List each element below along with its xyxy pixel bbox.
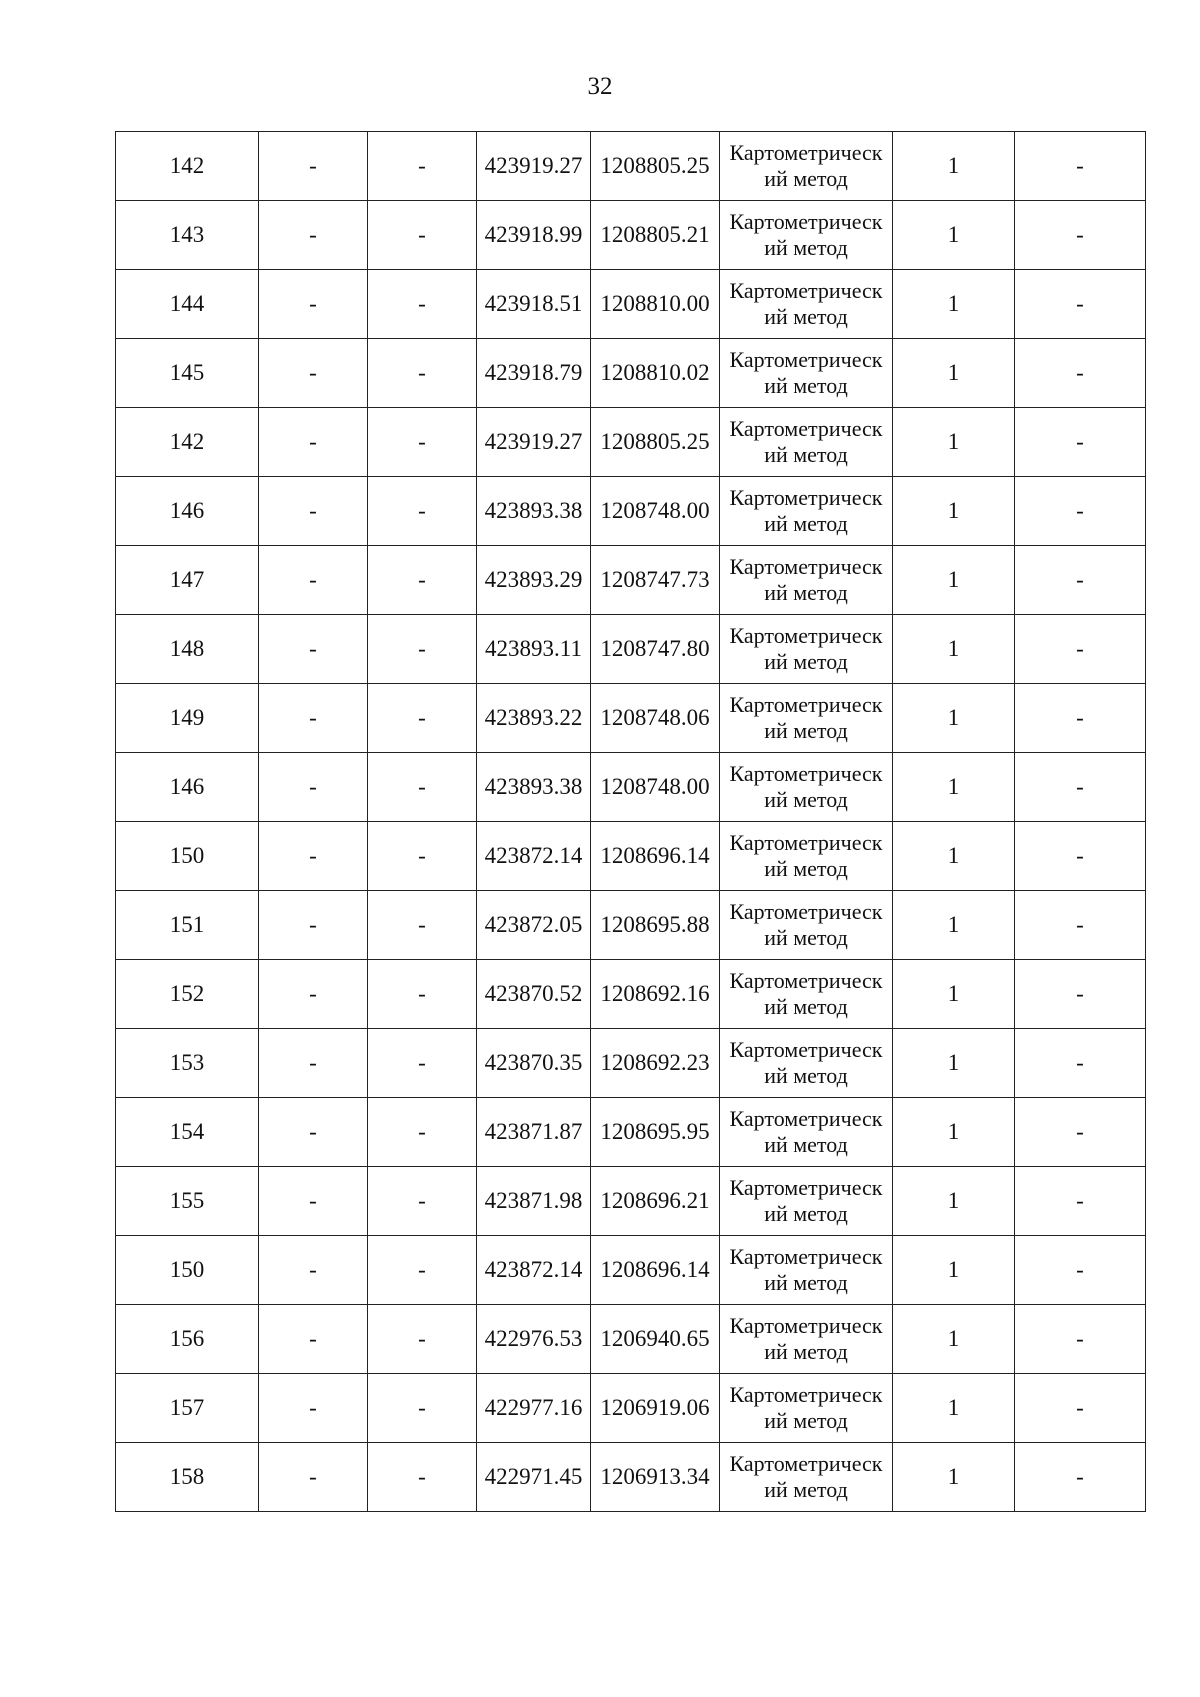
method-cell — [720, 1029, 893, 1098]
method-text-line-2: ий метод — [764, 1408, 848, 1433]
method-text-line-2: ий метод — [764, 511, 848, 536]
page-number: 32 — [587, 73, 613, 100]
method-text-line-1: Картометрическ — [729, 623, 883, 648]
point-number-cell: 155 — [116, 1167, 259, 1236]
empty-dash-cell: - — [368, 270, 477, 339]
method-text-line-1: Картометрическ — [729, 347, 883, 372]
method-text-line-2: ий метод — [764, 1063, 848, 1088]
accuracy-cell: 1 — [893, 339, 1015, 408]
empty-dash-cell: - — [368, 1029, 477, 1098]
accuracy-cell: 1 — [893, 1098, 1015, 1167]
empty-dash-cell: - — [368, 477, 477, 546]
method-text-line-1: Картометрическ — [729, 830, 883, 855]
method-cell — [720, 201, 893, 270]
table-row — [116, 1029, 1146, 1098]
x-coordinate-cell: 423918.99 — [477, 201, 591, 270]
x-coordinate-cell: 423872.14 — [477, 1236, 591, 1305]
y-coordinate-cell: 1206913.34 — [591, 1443, 720, 1512]
y-coordinate-cell: 1208692.16 — [591, 960, 720, 1029]
method-text-line-1: Картометрическ — [729, 416, 883, 441]
method-text-line-2: ий метод — [764, 304, 848, 329]
method-text-line-2: ий метод — [764, 1477, 848, 1502]
method-text-line-1: Картометрическ — [729, 968, 883, 993]
x-coordinate-cell: 423872.14 — [477, 822, 591, 891]
empty-dash-cell: - — [259, 960, 368, 1029]
table-row — [116, 1098, 1146, 1167]
table-row — [116, 960, 1146, 1029]
method-text-line-2: ий метод — [764, 1270, 848, 1295]
accuracy-cell: 1 — [893, 1029, 1015, 1098]
point-number-cell: 151 — [116, 891, 259, 960]
accuracy-cell: 1 — [893, 408, 1015, 477]
accuracy-cell: 1 — [893, 477, 1015, 546]
y-coordinate-cell: 1206940.65 — [591, 1305, 720, 1374]
empty-dash-cell: - — [259, 1236, 368, 1305]
empty-dash-cell: - — [259, 132, 368, 201]
table-row — [116, 891, 1146, 960]
empty-dash-cell: - — [368, 891, 477, 960]
method-text-line-1: Картометрическ — [729, 1451, 883, 1476]
y-coordinate-cell: 1208696.21 — [591, 1167, 720, 1236]
description-dash-cell: - — [1015, 201, 1146, 270]
y-coordinate-cell: 1208695.88 — [591, 891, 720, 960]
y-coordinate-cell: 1208805.21 — [591, 201, 720, 270]
x-coordinate-cell: 423870.35 — [477, 1029, 591, 1098]
y-coordinate-cell: 1208805.25 — [591, 408, 720, 477]
method-text-line-2: ий метод — [764, 442, 848, 467]
method-cell — [720, 546, 893, 615]
method-cell — [720, 132, 893, 201]
empty-dash-cell: - — [259, 684, 368, 753]
x-coordinate-cell: 423871.87 — [477, 1098, 591, 1167]
y-coordinate-cell: 1208748.06 — [591, 684, 720, 753]
y-coordinate-cell: 1206919.06 — [591, 1374, 720, 1443]
accuracy-cell: 1 — [893, 201, 1015, 270]
table-row — [116, 339, 1146, 408]
point-number-cell: 150 — [116, 1236, 259, 1305]
description-dash-cell: - — [1015, 753, 1146, 822]
empty-dash-cell: - — [259, 615, 368, 684]
x-coordinate-cell: 423893.22 — [477, 684, 591, 753]
y-coordinate-cell: 1208747.80 — [591, 615, 720, 684]
empty-dash-cell: - — [259, 1443, 368, 1512]
table-row — [116, 546, 1146, 615]
method-text-line-2: ий метод — [764, 1201, 848, 1226]
method-cell — [720, 408, 893, 477]
x-coordinate-cell: 423893.38 — [477, 477, 591, 546]
description-dash-cell: - — [1015, 960, 1146, 1029]
coordinates-table — [115, 131, 1146, 1512]
empty-dash-cell: - — [368, 753, 477, 822]
method-cell — [720, 1167, 893, 1236]
empty-dash-cell: - — [368, 1236, 477, 1305]
method-text-line-2: ий метод — [764, 856, 848, 881]
method-text-line-1: Картометрическ — [729, 1037, 883, 1062]
method-cell — [720, 1236, 893, 1305]
empty-dash-cell: - — [368, 960, 477, 1029]
point-number-cell: 158 — [116, 1443, 259, 1512]
method-text-line-2: ий метод — [764, 718, 848, 743]
y-coordinate-cell: 1208692.23 — [591, 1029, 720, 1098]
x-coordinate-cell: 423871.98 — [477, 1167, 591, 1236]
table-row — [116, 132, 1146, 201]
method-cell — [720, 753, 893, 822]
description-dash-cell: - — [1015, 1305, 1146, 1374]
method-text-line-1: Картометрическ — [729, 692, 883, 717]
point-number-cell: 152 — [116, 960, 259, 1029]
method-text-line-2: ий метод — [764, 925, 848, 950]
accuracy-cell: 1 — [893, 546, 1015, 615]
empty-dash-cell: - — [368, 339, 477, 408]
accuracy-cell: 1 — [893, 1374, 1015, 1443]
y-coordinate-cell: 1208810.00 — [591, 270, 720, 339]
empty-dash-cell: - — [368, 615, 477, 684]
method-text-line-1: Картометрическ — [729, 1106, 883, 1131]
method-cell — [720, 1098, 893, 1167]
table-row — [116, 822, 1146, 891]
table-body — [116, 132, 1146, 1512]
description-dash-cell: - — [1015, 1167, 1146, 1236]
point-number-cell: 143 — [116, 201, 259, 270]
accuracy-cell: 1 — [893, 684, 1015, 753]
description-dash-cell: - — [1015, 615, 1146, 684]
description-dash-cell: - — [1015, 1029, 1146, 1098]
table-row — [116, 1305, 1146, 1374]
point-number-cell: 142 — [116, 408, 259, 477]
y-coordinate-cell: 1208696.14 — [591, 1236, 720, 1305]
table-row — [116, 477, 1146, 546]
x-coordinate-cell: 423919.27 — [477, 132, 591, 201]
method-cell — [720, 270, 893, 339]
empty-dash-cell: - — [259, 546, 368, 615]
x-coordinate-cell: 422971.45 — [477, 1443, 591, 1512]
empty-dash-cell: - — [368, 201, 477, 270]
x-coordinate-cell: 422976.53 — [477, 1305, 591, 1374]
method-text-line-1: Картометрическ — [729, 761, 883, 786]
table-row — [116, 1167, 1146, 1236]
y-coordinate-cell: 1208805.25 — [591, 132, 720, 201]
accuracy-cell: 1 — [893, 1236, 1015, 1305]
point-number-cell: 146 — [116, 477, 259, 546]
method-cell — [720, 1374, 893, 1443]
method-cell — [720, 960, 893, 1029]
empty-dash-cell: - — [259, 822, 368, 891]
point-number-cell: 148 — [116, 615, 259, 684]
description-dash-cell: - — [1015, 822, 1146, 891]
method-cell — [720, 615, 893, 684]
method-text-line-1: Картометрическ — [729, 485, 883, 510]
accuracy-cell: 1 — [893, 822, 1015, 891]
table-row — [116, 1236, 1146, 1305]
method-text-line-1: Картометрическ — [729, 209, 883, 234]
empty-dash-cell: - — [259, 1098, 368, 1167]
table-row — [116, 753, 1146, 822]
table-row — [116, 270, 1146, 339]
empty-dash-cell: - — [259, 477, 368, 546]
point-number-cell: 150 — [116, 822, 259, 891]
description-dash-cell: - — [1015, 477, 1146, 546]
description-dash-cell: - — [1015, 684, 1146, 753]
point-number-cell: 149 — [116, 684, 259, 753]
empty-dash-cell: - — [368, 1167, 477, 1236]
empty-dash-cell: - — [368, 408, 477, 477]
empty-dash-cell: - — [368, 1443, 477, 1512]
empty-dash-cell: - — [259, 891, 368, 960]
accuracy-cell: 1 — [893, 1167, 1015, 1236]
empty-dash-cell: - — [259, 201, 368, 270]
empty-dash-cell: - — [368, 684, 477, 753]
table-row — [116, 1443, 1146, 1512]
accuracy-cell: 1 — [893, 615, 1015, 684]
method-text-line-1: Картометрическ — [729, 554, 883, 579]
x-coordinate-cell: 423919.27 — [477, 408, 591, 477]
method-cell — [720, 477, 893, 546]
method-text-line-1: Картометрическ — [729, 140, 883, 165]
point-number-cell: 147 — [116, 546, 259, 615]
method-text-line-1: Картометрическ — [729, 1313, 883, 1338]
empty-dash-cell: - — [368, 1374, 477, 1443]
empty-dash-cell: - — [259, 1029, 368, 1098]
table-row — [116, 201, 1146, 270]
method-text-line-2: ий метод — [764, 787, 848, 812]
method-text-line-1: Картометрическ — [729, 1244, 883, 1269]
point-number-cell: 157 — [116, 1374, 259, 1443]
x-coordinate-cell: 423918.51 — [477, 270, 591, 339]
method-text-line-1: Картометрическ — [729, 278, 883, 303]
method-text-line-2: ий метод — [764, 1132, 848, 1157]
method-cell — [720, 891, 893, 960]
x-coordinate-cell: 423870.52 — [477, 960, 591, 1029]
method-cell — [720, 339, 893, 408]
method-text-line-2: ий метод — [764, 1339, 848, 1364]
x-coordinate-cell: 423893.29 — [477, 546, 591, 615]
y-coordinate-cell: 1208748.00 — [591, 753, 720, 822]
y-coordinate-cell: 1208810.02 — [591, 339, 720, 408]
x-coordinate-cell: 423893.38 — [477, 753, 591, 822]
table-row — [116, 408, 1146, 477]
x-coordinate-cell: 423893.11 — [477, 615, 591, 684]
y-coordinate-cell: 1208695.95 — [591, 1098, 720, 1167]
point-number-cell: 156 — [116, 1305, 259, 1374]
empty-dash-cell: - — [259, 1167, 368, 1236]
description-dash-cell: - — [1015, 270, 1146, 339]
table-row — [116, 684, 1146, 753]
empty-dash-cell: - — [259, 753, 368, 822]
accuracy-cell: 1 — [893, 753, 1015, 822]
description-dash-cell: - — [1015, 408, 1146, 477]
empty-dash-cell: - — [259, 408, 368, 477]
description-dash-cell: - — [1015, 1236, 1146, 1305]
point-number-cell: 154 — [116, 1098, 259, 1167]
y-coordinate-cell: 1208747.73 — [591, 546, 720, 615]
empty-dash-cell: - — [259, 270, 368, 339]
method-text-line-2: ий метод — [764, 649, 848, 674]
point-number-cell: 145 — [116, 339, 259, 408]
accuracy-cell: 1 — [893, 891, 1015, 960]
empty-dash-cell: - — [259, 1305, 368, 1374]
description-dash-cell: - — [1015, 339, 1146, 408]
method-text-line-1: Картометрическ — [729, 1175, 883, 1200]
accuracy-cell: 1 — [893, 1443, 1015, 1512]
method-cell — [720, 1305, 893, 1374]
description-dash-cell: - — [1015, 132, 1146, 201]
table-row — [116, 1374, 1146, 1443]
point-number-cell: 144 — [116, 270, 259, 339]
accuracy-cell: 1 — [893, 1305, 1015, 1374]
accuracy-cell: 1 — [893, 132, 1015, 201]
point-number-cell: 142 — [116, 132, 259, 201]
point-number-cell: 146 — [116, 753, 259, 822]
accuracy-cell: 1 — [893, 270, 1015, 339]
empty-dash-cell: - — [259, 1374, 368, 1443]
point-number-cell: 153 — [116, 1029, 259, 1098]
x-coordinate-cell: 423872.05 — [477, 891, 591, 960]
description-dash-cell: - — [1015, 546, 1146, 615]
empty-dash-cell: - — [368, 1305, 477, 1374]
table-row — [116, 615, 1146, 684]
method-text-line-1: Картометрическ — [729, 1382, 883, 1407]
x-coordinate-cell: 423918.79 — [477, 339, 591, 408]
method-text-line-2: ий метод — [764, 373, 848, 398]
method-text-line-2: ий метод — [764, 166, 848, 191]
description-dash-cell: - — [1015, 891, 1146, 960]
empty-dash-cell: - — [368, 1098, 477, 1167]
method-text-line-2: ий метод — [764, 580, 848, 605]
method-cell — [720, 684, 893, 753]
y-coordinate-cell: 1208696.14 — [591, 822, 720, 891]
method-cell — [720, 822, 893, 891]
description-dash-cell: - — [1015, 1098, 1146, 1167]
method-text-line-2: ий метод — [764, 994, 848, 1019]
description-dash-cell: - — [1015, 1443, 1146, 1512]
empty-dash-cell: - — [259, 339, 368, 408]
x-coordinate-cell: 422977.16 — [477, 1374, 591, 1443]
empty-dash-cell: - — [368, 546, 477, 615]
empty-dash-cell: - — [368, 822, 477, 891]
method-text-line-1: Картометрическ — [729, 899, 883, 924]
accuracy-cell: 1 — [893, 960, 1015, 1029]
empty-dash-cell: - — [368, 132, 477, 201]
method-cell — [720, 1443, 893, 1512]
description-dash-cell: - — [1015, 1374, 1146, 1443]
method-text-line-2: ий метод — [764, 235, 848, 260]
y-coordinate-cell: 1208748.00 — [591, 477, 720, 546]
